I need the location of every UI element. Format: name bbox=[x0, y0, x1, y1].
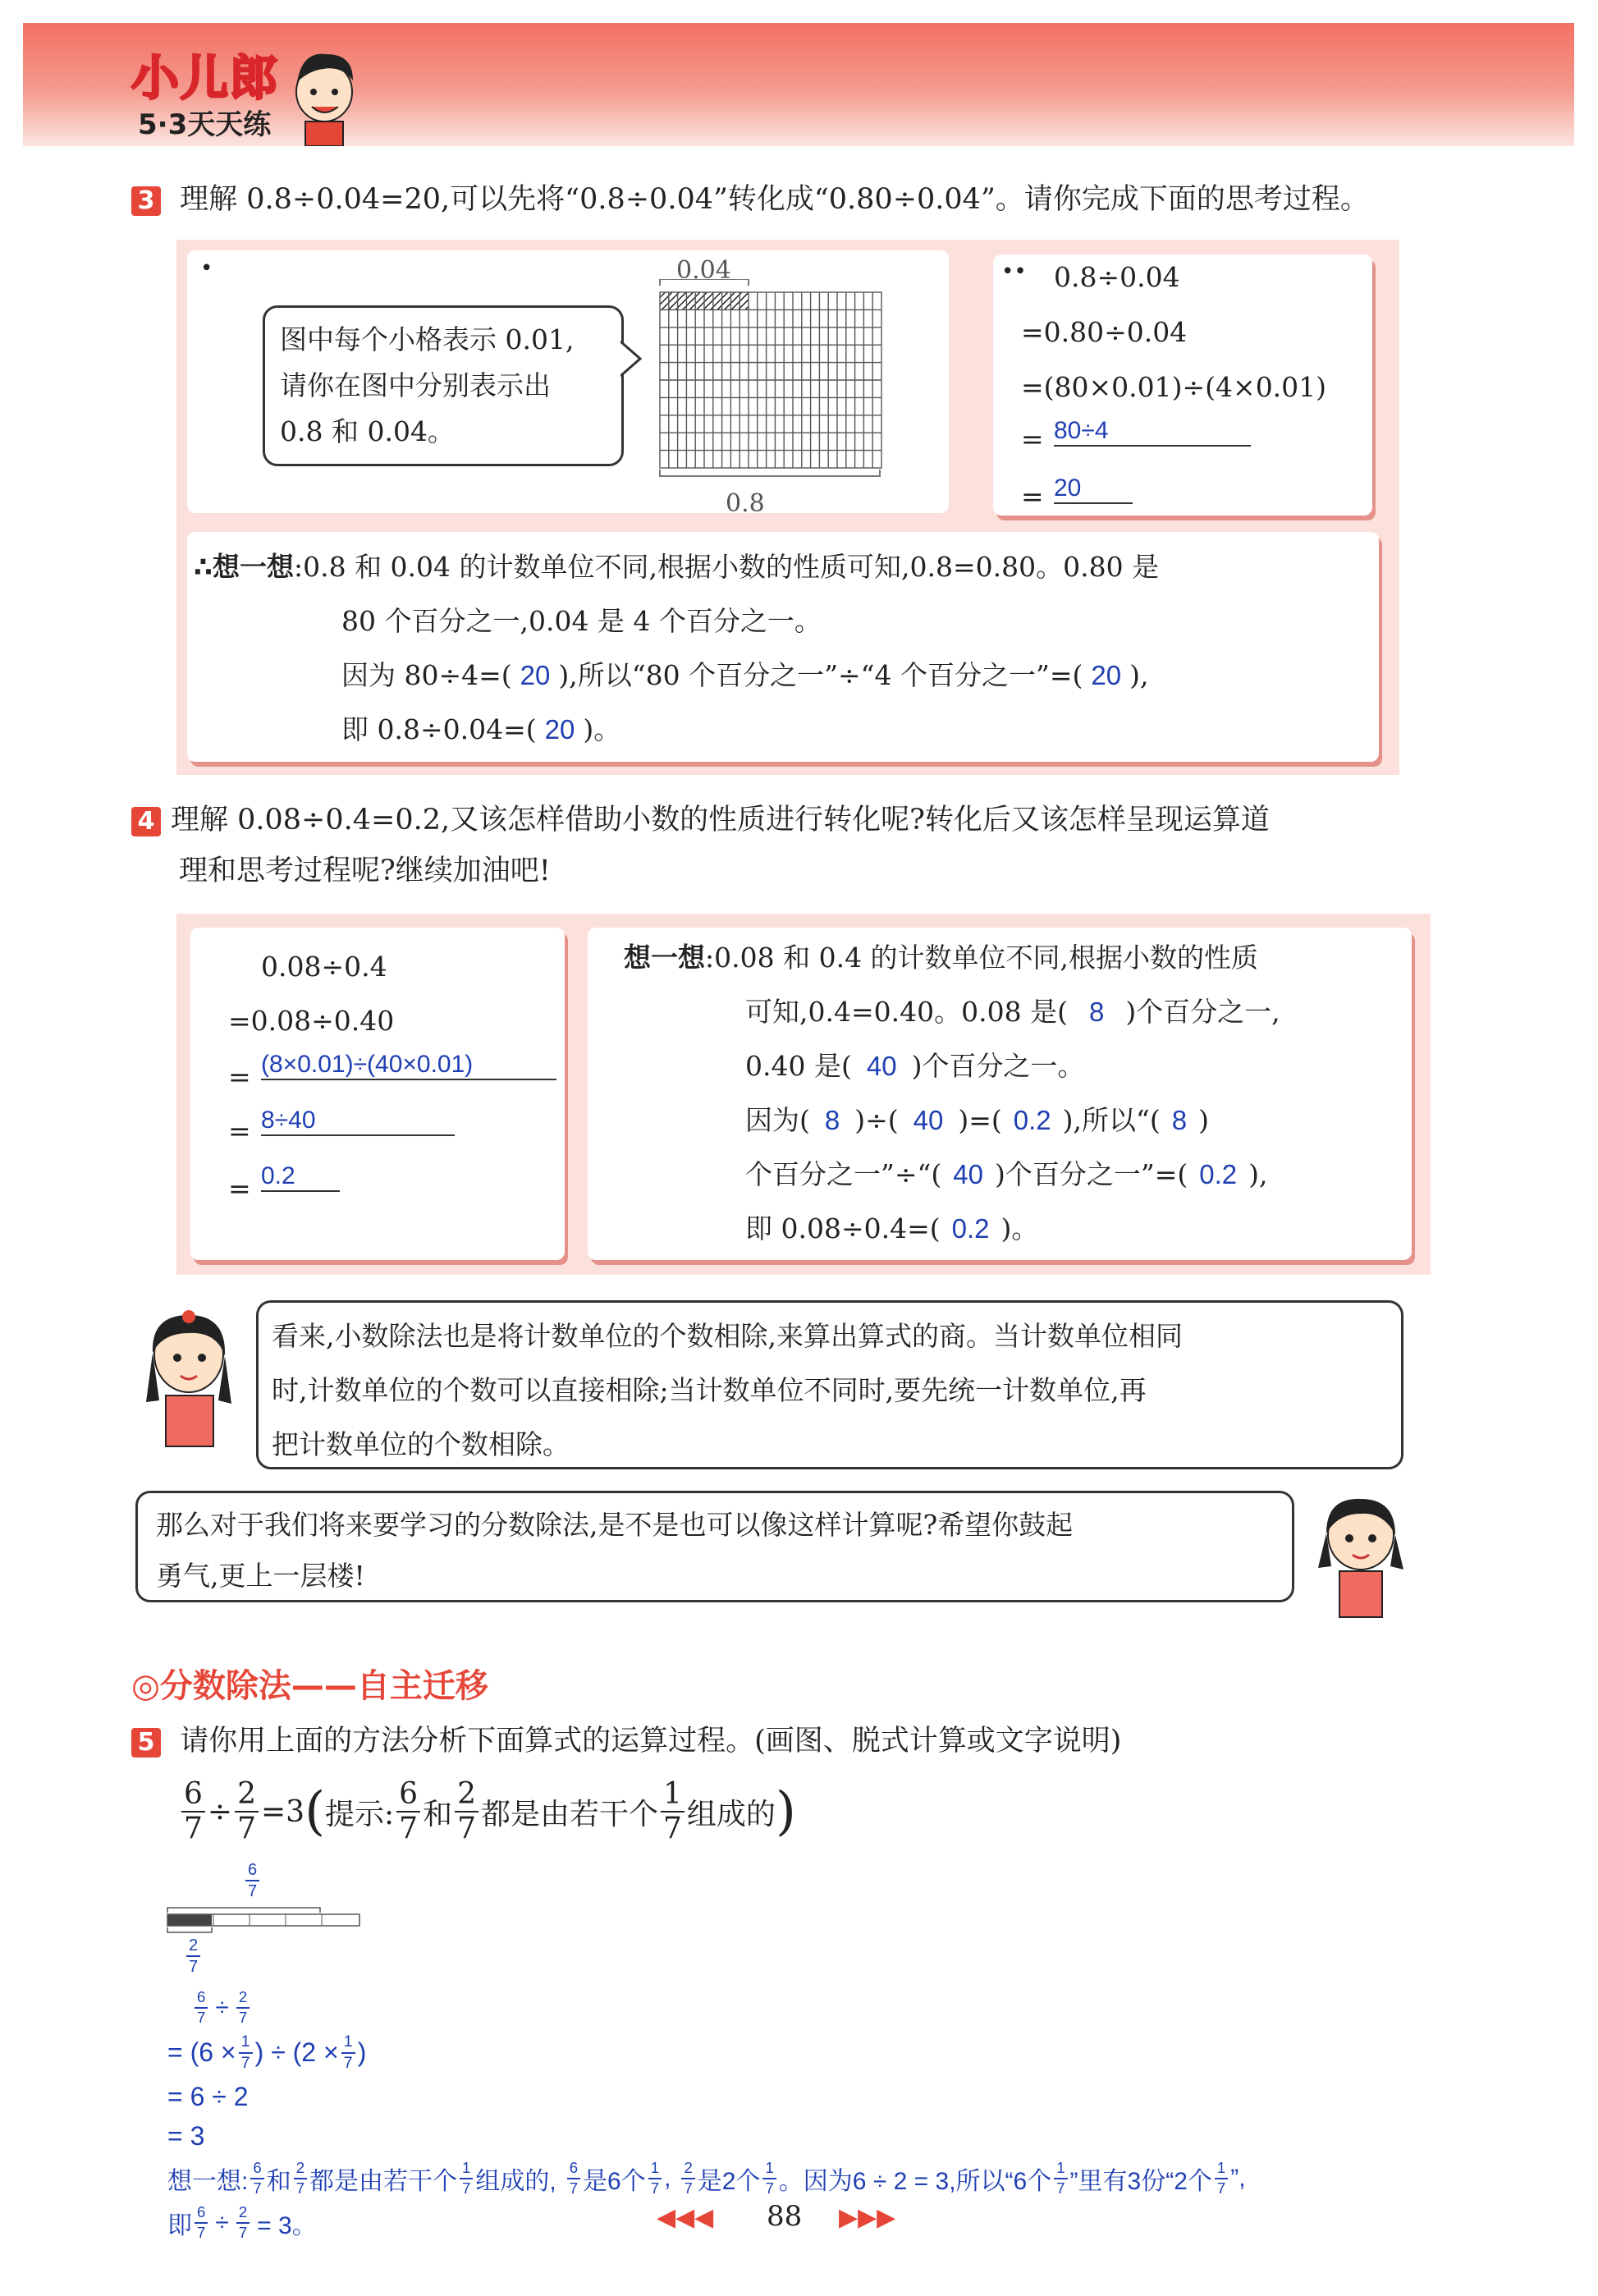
equation-result: =3 bbox=[260, 1794, 305, 1829]
frac-num: 2 bbox=[236, 1990, 250, 2009]
frac-num: 1 bbox=[1054, 2161, 1067, 2179]
frac-num: 2 bbox=[455, 1780, 478, 1813]
q3-think-text: ∴想一想:0.8 和 0.04 的计数单位不同,根据小数的性质可知,0.8=0.80。0.80 是 80 个百分之一,0.04 是 4 个百分之一。 因为 80÷4=( 20 ),所以“80 个百分之一”÷“4 个百分之一”=( 20 ), 即 0.8÷0.04=( 20 )。 bbox=[194, 540, 1359, 757]
frac-den: 7 bbox=[248, 1882, 258, 1900]
speech-line: 把计数单位的个数相除。 bbox=[272, 1428, 570, 1460]
hint-text: 组成的 bbox=[686, 1797, 776, 1831]
bullet-dot: • bbox=[200, 256, 213, 281]
hint-line: 0.8 和 0.04。 bbox=[280, 415, 455, 447]
speech-line: 勇气,更上一层楼! bbox=[156, 1560, 365, 1592]
hint-text: 和 bbox=[423, 1797, 453, 1831]
work-text: 想一想: bbox=[167, 2168, 249, 2195]
think-line: )。 bbox=[1000, 1212, 1039, 1244]
girl-avatar-icon bbox=[138, 1304, 245, 1451]
hint-text: 都是由若干个 bbox=[481, 1797, 659, 1831]
frac-num: 1 bbox=[648, 2161, 662, 2179]
calc-line: =0.80÷0.04 bbox=[1021, 316, 1188, 348]
bullet-dot: •• bbox=[1001, 259, 1027, 284]
frac-den: 7 bbox=[189, 1958, 199, 1976]
frac-den: 7 bbox=[765, 2179, 774, 2197]
work-text: = 3。 bbox=[257, 2212, 317, 2239]
answer-blank: 40 bbox=[913, 1105, 944, 1135]
frac-num: 1 bbox=[341, 2034, 355, 2054]
frac-den: 7 bbox=[238, 2008, 248, 2026]
think-line: ),所以“80 个百分之一”÷“4 个百分之一”=( bbox=[558, 659, 1083, 691]
girl-avatar-icon bbox=[1313, 1489, 1410, 1620]
hint-line: 请你在图中分别表示出 bbox=[280, 369, 551, 401]
frac-den: 7 bbox=[399, 1812, 419, 1845]
think-line: ),所以“( bbox=[1062, 1104, 1161, 1136]
section-title-text: 分数除法——自主迁移 bbox=[159, 1667, 488, 1705]
boy-mascot-icon bbox=[287, 41, 361, 146]
think-line: 0.40 是( bbox=[745, 1050, 852, 1082]
work-text: 和 bbox=[266, 2168, 291, 2195]
frac-den: 7 bbox=[462, 2179, 471, 2197]
think-line: 0.8 和 0.04 的计数单位不同,根据小数的性质可知,0.8=0.80。0.80 是 bbox=[303, 551, 1160, 583]
operator: ÷ bbox=[215, 2209, 229, 2236]
q3-hint-bubble bbox=[263, 305, 624, 466]
next-arrows-icon: ▶▶▶ bbox=[839, 2203, 896, 2232]
frac-num: 2 bbox=[681, 2161, 694, 2179]
frac-den: 7 bbox=[197, 2224, 206, 2241]
frac-den: 7 bbox=[569, 2179, 579, 2197]
frac-den: 7 bbox=[184, 1812, 203, 1845]
calc-line: 0.08÷0.4 bbox=[261, 951, 387, 983]
frac-num: 2 bbox=[294, 2161, 307, 2179]
frac-den: 7 bbox=[1216, 2179, 1226, 2197]
answer-line: 20 bbox=[1054, 474, 1133, 504]
q3-text: 理解 0.8÷0.04=20,可以先将“0.8÷0.04”转化成“0.80÷0.04”。请你完成下面的思考过程。 bbox=[180, 183, 1369, 216]
think-line: 80 个百分之一,0.04 是 4 个百分之一。 bbox=[341, 605, 822, 637]
q4-text: 理和思考过程呢?继续加油吧! bbox=[179, 855, 551, 887]
think-line: 因为( bbox=[745, 1104, 810, 1136]
prev-arrows-icon: ◀◀◀ bbox=[657, 2203, 714, 2232]
speech-bubble-1 bbox=[256, 1300, 1403, 1469]
answer-blank: 20 bbox=[544, 714, 575, 745]
frac-den: 7 bbox=[663, 1812, 682, 1845]
hundred-grid bbox=[657, 279, 895, 484]
section-title bbox=[131, 1660, 488, 1707]
work-text: 组成的, bbox=[475, 2168, 556, 2195]
frac-den: 7 bbox=[240, 2053, 250, 2072]
answer-blank: 20 bbox=[520, 660, 551, 690]
answer-blank: 40 bbox=[953, 1159, 983, 1189]
frac-num: 6 bbox=[567, 2161, 580, 2179]
answer-blank: 20 bbox=[1091, 660, 1122, 690]
frac-num: 6 bbox=[181, 1780, 205, 1813]
think-label: ∴ bbox=[194, 551, 213, 583]
q3-prompt bbox=[131, 174, 1576, 225]
hint-text: 提示: bbox=[325, 1797, 395, 1831]
frac-den: 7 bbox=[237, 1812, 256, 1845]
frac-num: 1 bbox=[460, 2161, 473, 2179]
q4-think-text: 想一想:0.08 和 0.4 的计数单位不同,根据小数的性质 可知,0.4=0.40。0.08 是( 8 )个百分之一, 0.40 是( 40 )个百分之一。 因为( 8 )÷( 40 )=( 0.2 ),所以“( 8 ) 个百分之一”÷“( 40 )个百分之一”=( 0.2 ), 即 0.08÷0.4=( 0.2 )。 bbox=[624, 942, 1280, 1244]
work-think-1 bbox=[167, 2161, 1563, 2197]
work-line-2 bbox=[167, 2034, 366, 2072]
work-text: ”里有3份“2个 bbox=[1069, 2168, 1212, 2195]
speech-line: 那么对于我们将来要学习的分数除法,是不是也可以像这样计算呢?希望你鼓起 bbox=[156, 1509, 1074, 1541]
q4-text: 理解 0.08÷0.4=0.2,又该怎样借助小数的性质进行转化呢?转化后又该怎样呈现运算道 bbox=[171, 804, 1270, 836]
answer-blank: 0.2 bbox=[1199, 1159, 1238, 1189]
q5-prompt bbox=[131, 1716, 1576, 1767]
think-line: 即 0.8÷0.04=( bbox=[341, 713, 537, 745]
work-text: ) bbox=[357, 2037, 367, 2068]
frac-num: 1 bbox=[239, 2034, 253, 2054]
think-line: 因为 80÷4=( bbox=[341, 659, 512, 691]
think-label: 想一想 bbox=[212, 551, 294, 583]
calc-eq: = bbox=[228, 1115, 251, 1147]
bar-label-27 bbox=[184, 1937, 203, 1975]
grid-label-08: 0.8 bbox=[726, 489, 765, 518]
answer-blank: 0.2 bbox=[951, 1213, 990, 1244]
speech-line: 时,计数单位的个数可以直接相除;当计数单位不同时,要先统一计数单位,再 bbox=[272, 1374, 1147, 1406]
calc-line: =0.08÷0.40 bbox=[228, 1005, 395, 1037]
work-text: , bbox=[664, 2165, 671, 2192]
work-text: 都是由若干个 bbox=[309, 2168, 458, 2195]
target-icon: ◎ bbox=[131, 1667, 160, 1705]
frac-den: 7 bbox=[457, 1812, 476, 1845]
calc-eq: = bbox=[228, 1061, 251, 1093]
series-name: 5·3天天练 bbox=[138, 108, 272, 141]
frac-den: 7 bbox=[684, 2179, 693, 2197]
operator: ÷ bbox=[215, 1993, 229, 2021]
work-text: = (6 × bbox=[167, 2037, 236, 2068]
speech-line: 看来,小数除法也是将计数单位的个数相除,来算出算式的商。当计数单位相同 bbox=[272, 1320, 1183, 1352]
frac-num: 6 bbox=[245, 1862, 259, 1881]
frac-den: 7 bbox=[650, 2179, 660, 2197]
frac-num: 6 bbox=[250, 2161, 263, 2179]
answer-blank: 8 bbox=[824, 1105, 840, 1135]
frac-num: 1 bbox=[762, 2161, 776, 2179]
q5-text: 请你用上面的方法分析下面算式的运算过程。(画图、脱式计算或文字说明) bbox=[180, 1725, 1122, 1758]
frac-den: 7 bbox=[197, 2008, 206, 2026]
page-number: 88 bbox=[767, 2200, 803, 2233]
calc-eq: = bbox=[1021, 423, 1044, 455]
answer-line: 80÷4 bbox=[1054, 417, 1251, 447]
think-line: ), bbox=[1248, 1158, 1268, 1190]
think-line: 可知,0.4=0.40。0.08 是( bbox=[745, 996, 1068, 1028]
work-text: 即 bbox=[167, 2212, 192, 2239]
work-text: 是6个 bbox=[583, 2168, 646, 2195]
grid-label-004: 0.04 bbox=[676, 256, 731, 285]
think-line: )个百分之一。 bbox=[911, 1050, 1085, 1082]
frac-num: 2 bbox=[235, 1780, 259, 1813]
work-line-1 bbox=[192, 1990, 252, 2025]
calc-eq: = bbox=[228, 1172, 251, 1204]
think-line: )。 bbox=[583, 713, 621, 745]
work-line-3: = 6 ÷ 2 bbox=[167, 2082, 249, 2111]
calc-line: 0.8÷0.04 bbox=[1054, 261, 1180, 293]
answer-blank: 8 bbox=[1171, 1105, 1188, 1135]
think-line: 个百分之一”÷“( bbox=[745, 1158, 942, 1190]
answer-line: 8÷40 bbox=[261, 1107, 455, 1136]
calc-line: =(80×0.01)÷(4×0.01) bbox=[1021, 371, 1327, 403]
think-line: )÷( bbox=[854, 1104, 899, 1136]
frac-num: 2 bbox=[186, 1937, 200, 1957]
frac-den: 7 bbox=[238, 2224, 248, 2241]
frac-num: 1 bbox=[1215, 2161, 1228, 2179]
bar-label-67 bbox=[243, 1862, 262, 1900]
frac-num: 6 bbox=[195, 1990, 208, 2009]
q4-prompt bbox=[131, 795, 1576, 896]
answer-blank: 40 bbox=[866, 1051, 897, 1081]
frac-num: 6 bbox=[195, 2205, 208, 2224]
q5-number-badge: 5 bbox=[131, 1728, 161, 1758]
work-think-2 bbox=[167, 2205, 317, 2241]
work-text: ”, bbox=[1230, 2165, 1246, 2192]
q5-equation: $\frac{6}{7}$ ÷ $\frac{2}{7}$ =3 ( 提示: $\frac{6}{7}$ 和 $\frac{2}{7}$ 都是由若干个 $\frac{1}{7}$ 组成的 ) bbox=[179, 1780, 796, 1844]
think-line: ) bbox=[1198, 1104, 1209, 1136]
answer-line: 0.2 bbox=[261, 1162, 340, 1192]
q4-number-badge: 4 bbox=[131, 807, 161, 836]
operator: ÷ bbox=[207, 1794, 233, 1829]
think-line: )个百分之一”=( bbox=[995, 1158, 1188, 1190]
think-line: 0.08 和 0.4 的计数单位不同,根据小数的性质 bbox=[714, 942, 1259, 974]
answer-blank: 0.2 bbox=[1013, 1105, 1051, 1135]
brand-logo: 小儿郎 bbox=[131, 50, 280, 106]
think-line: 即 0.08÷0.4=( bbox=[745, 1212, 941, 1244]
think-label: 想一想 bbox=[624, 942, 705, 974]
calc-eq: = bbox=[1021, 480, 1044, 512]
answer-line: (8×0.01)÷(40×0.01) bbox=[261, 1051, 556, 1080]
frac-num: 2 bbox=[236, 2205, 250, 2224]
hint-line: 图中每个小格表示 0.01, bbox=[280, 323, 575, 355]
think-line: )=( bbox=[958, 1104, 1002, 1136]
frac-den: 7 bbox=[253, 2179, 262, 2197]
frac-num: 6 bbox=[396, 1780, 420, 1813]
frac-den: 7 bbox=[1056, 2179, 1065, 2197]
speech-bubble-2 bbox=[135, 1491, 1294, 1602]
work-text: 是2个 bbox=[697, 2168, 761, 2195]
frac-den: 7 bbox=[295, 2179, 305, 2197]
answer-blank: 8 bbox=[1088, 997, 1105, 1027]
frac-den: 7 bbox=[343, 2053, 353, 2072]
think-line: )个百分之一, bbox=[1125, 996, 1280, 1028]
bubble-tail-icon bbox=[620, 338, 642, 379]
work-line-4: = 3 bbox=[167, 2121, 205, 2151]
work-text: ) ÷ (2 × bbox=[254, 2037, 339, 2068]
think-line: ), bbox=[1129, 659, 1149, 691]
work-text: 。因为6 ÷ 2 = 3,所以“6个 bbox=[778, 2168, 1052, 2195]
frac-num: 1 bbox=[661, 1780, 685, 1813]
q3-number-badge: 3 bbox=[131, 186, 161, 216]
